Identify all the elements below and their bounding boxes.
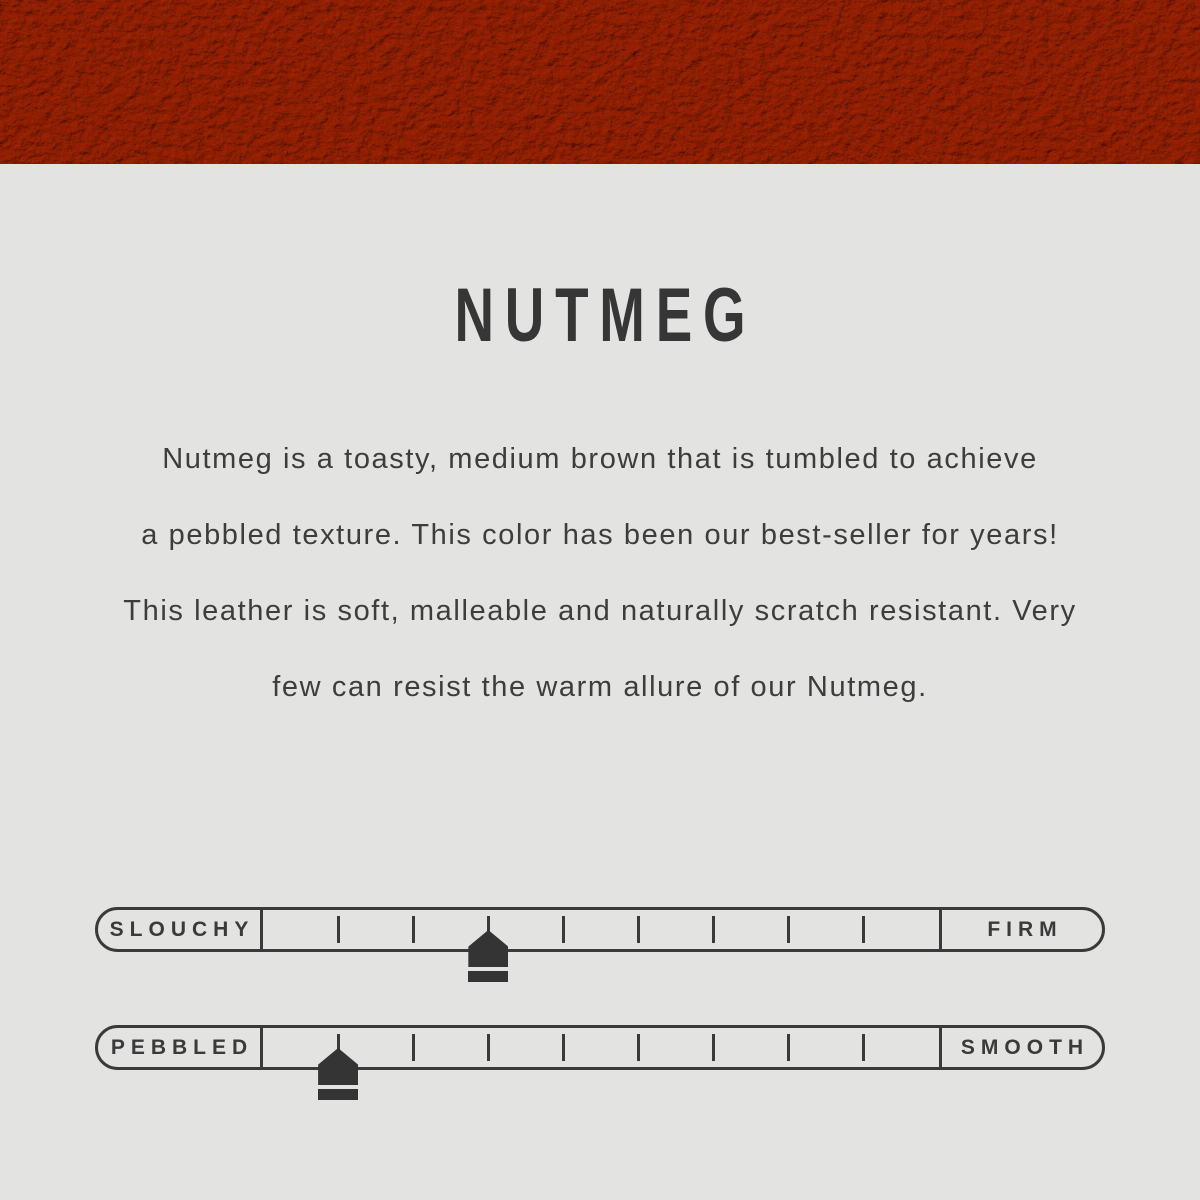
scale-marker-indicator — [468, 930, 508, 982]
scale-pebbled-smooth — [95, 1025, 1105, 1070]
scale-left-label: SLOUCHY — [98, 910, 263, 949]
description-line: a pebbled texture. This color has been our best-seller for years! — [141, 519, 1059, 551]
scale-tick — [712, 916, 715, 943]
marker-pointer-icon — [468, 930, 508, 967]
scale-tick — [562, 1034, 565, 1061]
scale-tick — [562, 916, 565, 943]
scale-marker-indicator — [318, 1048, 358, 1100]
marker-pointer-icon — [318, 1048, 358, 1085]
color-description — [0, 421, 1200, 725]
scale-slouchy-firm — [95, 907, 1105, 952]
scale-tick — [412, 1034, 415, 1061]
scale-track — [263, 1028, 939, 1067]
description-line: few can resist the warm allure of our Nutmeg. — [272, 671, 928, 703]
scale-tick — [787, 1034, 790, 1061]
scale-tick — [862, 1034, 865, 1061]
scale-pill — [95, 1025, 1105, 1070]
scale-tick — [637, 1034, 640, 1061]
scale-tick — [637, 916, 640, 943]
description-line: This leather is soft, malleable and naturally scratch resistant. Very — [123, 595, 1077, 627]
scale-left-label: PEBBLED — [98, 1028, 263, 1067]
scale-tick — [862, 916, 865, 943]
leather-texture-image — [0, 0, 1200, 164]
scale-tick — [787, 916, 790, 943]
scale-track — [263, 910, 939, 949]
description-line: Nutmeg is a toasty, medium brown that is tumbled to achieve — [162, 443, 1038, 475]
color-name-title: NUTMEG — [454, 273, 757, 358]
marker-base-bar — [318, 1089, 358, 1100]
leather-texture-graphic — [0, 0, 1200, 164]
scale-tick — [712, 1034, 715, 1061]
scale-right-label: SMOOTH — [939, 1028, 1102, 1067]
scale-pill — [95, 907, 1105, 952]
scale-right-label: FIRM — [939, 910, 1102, 949]
scale-tick — [412, 916, 415, 943]
scale-tick — [337, 916, 340, 943]
marker-base-bar — [468, 971, 508, 982]
scale-tick — [487, 1034, 490, 1061]
